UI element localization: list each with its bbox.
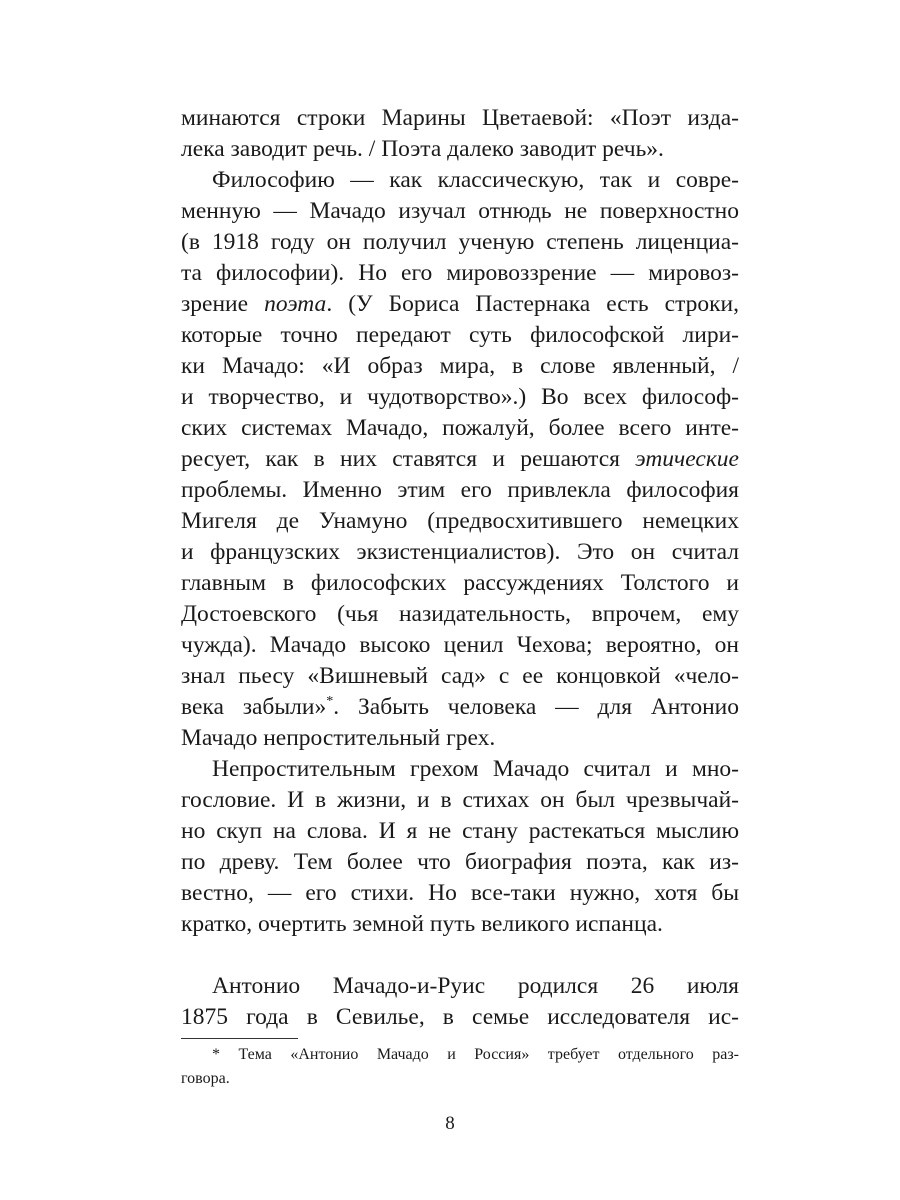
text-line: (в 1918 году он получил ученую степень лиценциа- <box>181 229 739 255</box>
text-line <box>181 444 739 475</box>
paragraph-start-line: Непростительным грехом Мачадо считал и мно- <box>212 756 739 782</box>
text-line: вестно, — его стихи. Но все-таки нужно, хотя бы <box>181 880 739 906</box>
text-line: минаются строки Марины Цветаевой: «Поэт изда- <box>181 105 739 131</box>
page-number: 8 <box>445 1113 455 1134</box>
footnote-divider <box>181 1038 298 1039</box>
text-line: которые точно передают суть философской лири- <box>181 322 739 348</box>
paragraph-start-line: Философию — как классическую, так и совре- <box>212 167 739 193</box>
text-line: и французских экзистенциалистов). Это он считал <box>181 539 739 565</box>
text-line <box>181 289 739 320</box>
text-line: проблемы. Именно этим его привлекла философия <box>181 477 739 503</box>
italic-word: этические <box>635 446 739 472</box>
footnote-line: говора. <box>181 1070 230 1087</box>
text-line: главным в философских рассуждениях Толстого и <box>181 570 739 596</box>
text-line: и творчество, и чудотворство».) Во всех философ- <box>181 384 739 410</box>
text-line <box>181 692 739 723</box>
text-line: 1875 года в Севилье, в семье исследователя ис- <box>181 1004 739 1030</box>
text-line: лека заводит речь. / Поэта далеко заводит речь». <box>181 136 664 162</box>
italic-word: поэта <box>264 291 327 317</box>
text-line: Мигеля де Унамуно (предвосхитившего немецких <box>181 508 739 534</box>
paragraph-start-line: Антонио Мачадо-и-Руис родился 26 июля <box>212 973 739 999</box>
footnote-line: * Тема «Антонио Мачадо и Россия» требует отдельного раз- <box>212 1046 739 1063</box>
text-line: Достоевского (чья назидательность, впрочем, ему <box>181 601 739 627</box>
text-line: та философии). Но его мировоззрение — мировоз- <box>181 260 739 286</box>
text-line: ки Мачадо: «И образ мира, в слове явленный, / <box>181 353 739 379</box>
text-fragment: века забыли» <box>181 694 327 720</box>
text-fragment: ресует, как в них ставятся и решаются <box>181 446 636 472</box>
footnote <box>181 1043 739 1091</box>
text-line: чужда). Мачадо высоко ценил Чехова; вероятно, он <box>181 632 739 658</box>
text-line: менную — Мачадо изучал отнюдь не поверхностно <box>181 198 739 224</box>
text-line: гословие. И в жизни, и в стихах он был чрезвычай- <box>181 787 739 813</box>
text-line: знал пьесу «Вишневый сад» с ее концовкой «чело- <box>181 663 739 689</box>
text-line: кратко, очертить земной путь великого испанца. <box>181 911 663 937</box>
text-line: но скуп на слова. И я не стану растекаться мыслию <box>181 818 739 844</box>
text-line: Мачадо непростительный грех. <box>181 725 496 751</box>
text-fragment: . (У Бориса Пастернака есть строки, <box>326 291 739 317</box>
text-fragment: зрение <box>181 291 265 317</box>
text-fragment: . Забыть человека — для Антонио <box>333 694 739 720</box>
text-line: ских системах Мачадо, пожалуй, более всего инте- <box>181 415 739 441</box>
text-line: по древу. Тем более что биография поэта, как из- <box>181 849 739 875</box>
main-text <box>181 103 739 1033</box>
section-gap <box>181 940 739 971</box>
footnote-marker[interactable]: * <box>326 693 334 710</box>
